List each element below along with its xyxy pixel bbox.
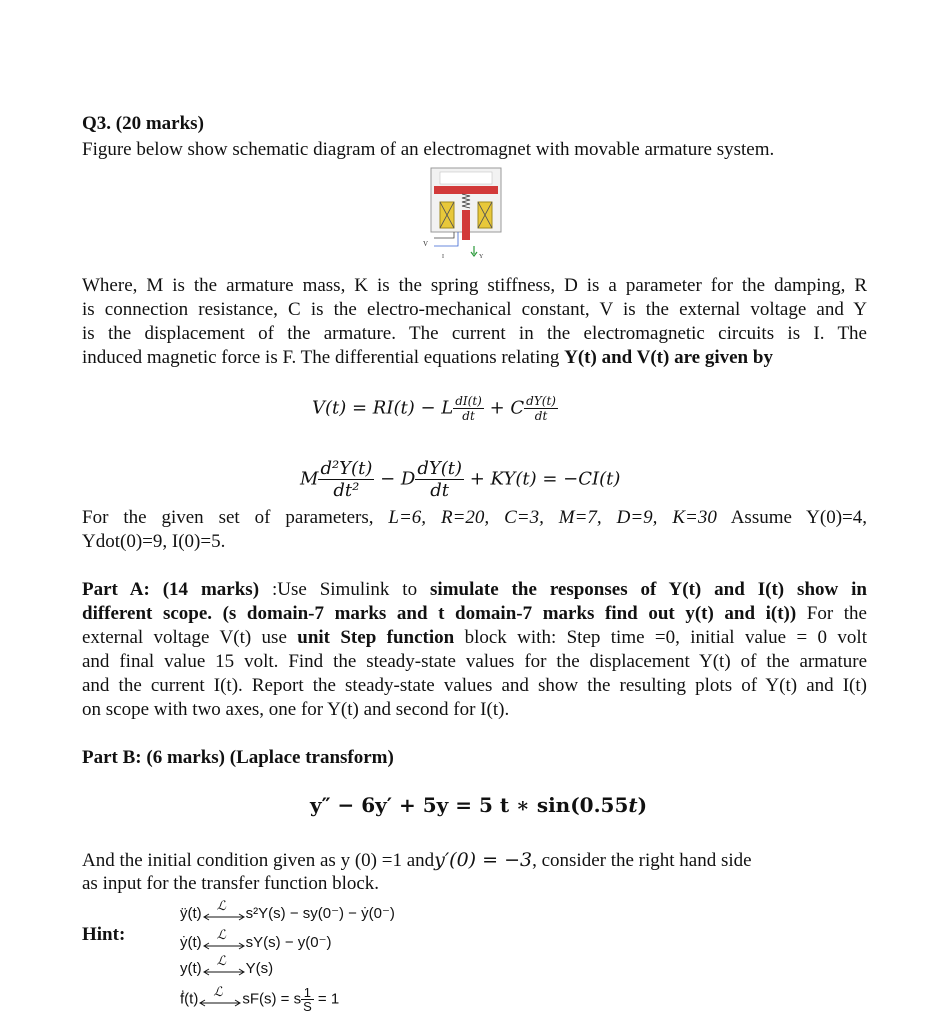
eq1-frac1-num: dI(t) (455, 394, 482, 408)
part-b-ic-line-2: as input for the transfer function block. (82, 873, 380, 894)
label-v: V (423, 240, 429, 248)
laplace-symbol: ℒ (216, 953, 227, 969)
hint-row-4-frac-den: S (303, 999, 312, 1014)
part-a-line-5: and the current I(t). Report the steady-state values and show the resulting plots of Y(t) and I(t) (82, 675, 867, 696)
description-line-2: is connection resistance, C is the electro-mechanical constant, V is the external voltage and Y (82, 299, 867, 320)
part-b-ic-start: And the initial condition given as y (0) =1 and (82, 850, 435, 871)
hint-row-4-lhs: ḟ(t) (180, 990, 199, 1008)
hint-row-3 (180, 953, 274, 977)
eq1-frac1 (453, 394, 484, 423)
hint-row-1-rhs: s²Y(s) − sy(0⁻) − ẏ(0⁻) (245, 905, 395, 922)
eq2-frac2-num: dY(t) (417, 458, 462, 479)
hint-row-3-rhs: Y(s) (245, 960, 274, 977)
eq2-frac1 (318, 458, 374, 501)
hint-row-4 (180, 983, 340, 1014)
description-line-4-plain: induced magnetic force is F. The differential equations relating (82, 347, 565, 368)
parameters-line-2: Ydot(0)=9, I(0)=5. (82, 531, 226, 552)
eq2-rhs: + KY(t) = −CI(t) (464, 468, 621, 490)
eq1-frac2-den: dt (534, 409, 548, 423)
description-line-3: is the displacement of the armature. The current in the electromagnetic circuits is I. The (82, 323, 867, 344)
hint-row-4-tail: = 1 (313, 990, 340, 1008)
equation-2 (300, 458, 620, 501)
hint-row-1-lhs: ÿ(t) (180, 905, 202, 922)
hint-row-4-frac-num: 1 (301, 986, 314, 1000)
question-intro: Figure below show schematic diagram of an electromagnet with movable armature system. (82, 139, 775, 160)
laplace-symbol: ℒ (216, 927, 227, 943)
eq2-frac2-den: dt (430, 480, 450, 501)
part-b-ic-end: , consider the right hand side (532, 850, 752, 871)
laplace-arrow-icon (202, 927, 246, 950)
description-line-4 (82, 346, 867, 370)
part-a-l3-bold: unit Step function (297, 627, 455, 648)
description-line-4-bold: Y(t) and V(t) are given by (564, 347, 773, 368)
part-a-l3-plain1: external voltage V(t) use (82, 627, 298, 648)
parameters-line-1 (82, 506, 867, 530)
label-y: Y (479, 254, 484, 260)
label-i: I (442, 254, 444, 260)
eq1-mid: + C (483, 397, 525, 419)
electromagnet-diagram (418, 166, 510, 266)
description-line-1: Where, M is the armature mass, K is the spring stiffness, D is a parameter for the damping, R (82, 275, 867, 296)
eq1-frac1-den: dt (462, 409, 475, 423)
part-b-eq-main: y″ − 6y′ + 5y = 5 t ∗ sin(0.55 (310, 793, 629, 817)
hint-row-2-rhs: sY(s) − y(0⁻) (245, 934, 332, 951)
hint-row-1 (180, 898, 395, 922)
part-b-title: Part B: (6 marks) (Laplace transform) (82, 747, 394, 768)
eq1-lhs: V(t) = RI(t) − L (312, 397, 454, 419)
equation-1 (312, 394, 558, 423)
part-a-line-4: and final value 15 volt. Find the steady-state values for the displacement Y(t) of the armature (82, 651, 867, 672)
hint-label: Hint: (82, 924, 126, 945)
hint-row-2 (180, 927, 332, 951)
part-a-l1-plain: :Use Simulink to (271, 579, 431, 600)
eq2-frac1-num: d²Y(t) (320, 458, 373, 479)
eq1-frac2-num: dY(t) (526, 394, 556, 408)
laplace-symbol: ℒ (213, 983, 223, 999)
part-b-eq-t: t (628, 793, 638, 817)
part-a-line-3 (82, 626, 867, 650)
hint-row-4-rhs: sF(s) = s (242, 990, 302, 1008)
part-a-line-2 (82, 602, 867, 626)
electromagnet-figure (418, 166, 510, 266)
part-a-l2-plain: For the (796, 603, 867, 624)
part-b-ic-line-1 (82, 848, 867, 873)
parameters-intro: For the given set of parameters, (82, 507, 389, 528)
part-b-equation (310, 793, 647, 817)
eq2-frac1-den: dt² (333, 480, 360, 501)
laplace-arrow-icon (198, 983, 242, 1007)
eq2-m: M (300, 468, 319, 490)
parameters-assume: Assume Y(0)=4, (716, 507, 867, 528)
hint-row-4-frac (301, 986, 314, 1013)
parameters-values: L=6, R=20, C=3, M=7, D=9, K=30 (388, 507, 717, 528)
eq1-frac2 (524, 394, 558, 423)
hint-row-2-lhs: ẏ(t) (180, 934, 202, 951)
laplace-arrow-icon (202, 898, 246, 921)
part-a-l3-plain2: block with: Step time =0, initial value = 0 volt (454, 627, 867, 648)
question-title: Q3. (20 marks) (82, 113, 204, 134)
hint-row-3-lhs: y(t) (180, 960, 202, 977)
laplace-symbol: ℒ (216, 898, 227, 914)
eq2-frac2 (415, 458, 464, 501)
part-a-l1-bold: simulate the responses of Y(t) and I(t) show in (430, 579, 867, 600)
part-a-l2-bold: different scope. (s domain-7 marks and t domain-7 marks find out y(t) and i(t)) (82, 603, 797, 624)
part-b-eq-close: ) (637, 793, 648, 817)
laplace-arrow-icon (202, 953, 246, 976)
eq2-mid: − D (374, 468, 416, 490)
part-b-ic-math: y′(0) = −3 (434, 849, 533, 871)
part-a-line-1 (82, 578, 867, 602)
part-a-line-6: on scope with two axes, one for Y(t) and second for I(t). (82, 699, 510, 720)
part-a-title: Part A: (14 marks) (82, 579, 272, 600)
